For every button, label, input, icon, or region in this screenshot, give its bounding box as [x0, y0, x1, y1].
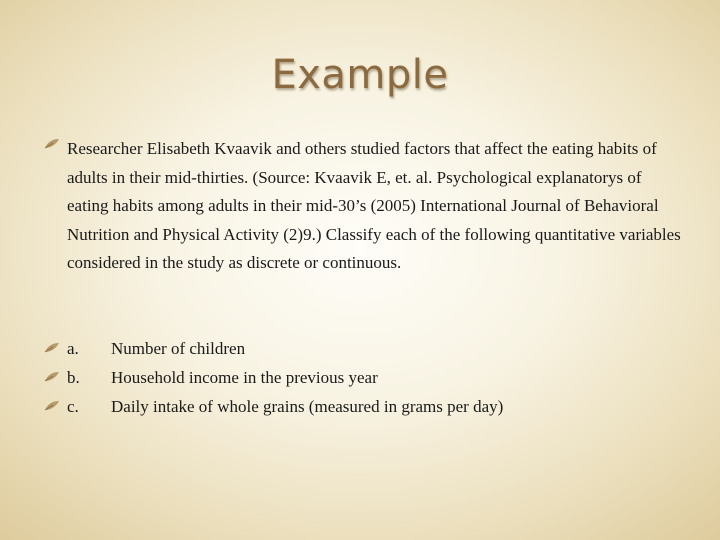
leaf-bullet-icon — [44, 371, 60, 383]
list-item — [44, 363, 684, 392]
list-item — [44, 334, 684, 363]
item-text: Daily intake of whole grains (measured in grams per day) — [111, 397, 504, 416]
item-text: Household income in the previous year — [111, 368, 378, 387]
leaf-bullet-icon — [44, 400, 60, 412]
intro-text: Researcher Elisabeth Kvaavik and others studied factors that affect the eating habits of adults in their mid-thirties. (Source: Kvaavik E, et. al. Psychological explanatorys of eating habits among adults in their mid-30’s (2005) International Journal of Behavioral Nutrition and Physical Activity (2)9.) Classify each of the following quantitative variables considered in the study as discrete or continuous. — [67, 139, 681, 272]
item-letter: b. — [67, 368, 80, 387]
list-item — [44, 392, 684, 421]
item-letter: c. — [67, 397, 79, 416]
item-text: Number of children — [111, 339, 246, 358]
intro-paragraph — [44, 135, 684, 278]
leaf-bullet-icon — [44, 342, 60, 354]
leaf-bullet-icon — [44, 138, 60, 150]
slide-title: Example — [271, 52, 449, 98]
variable-list — [44, 334, 684, 421]
item-letter: a. — [67, 339, 79, 358]
